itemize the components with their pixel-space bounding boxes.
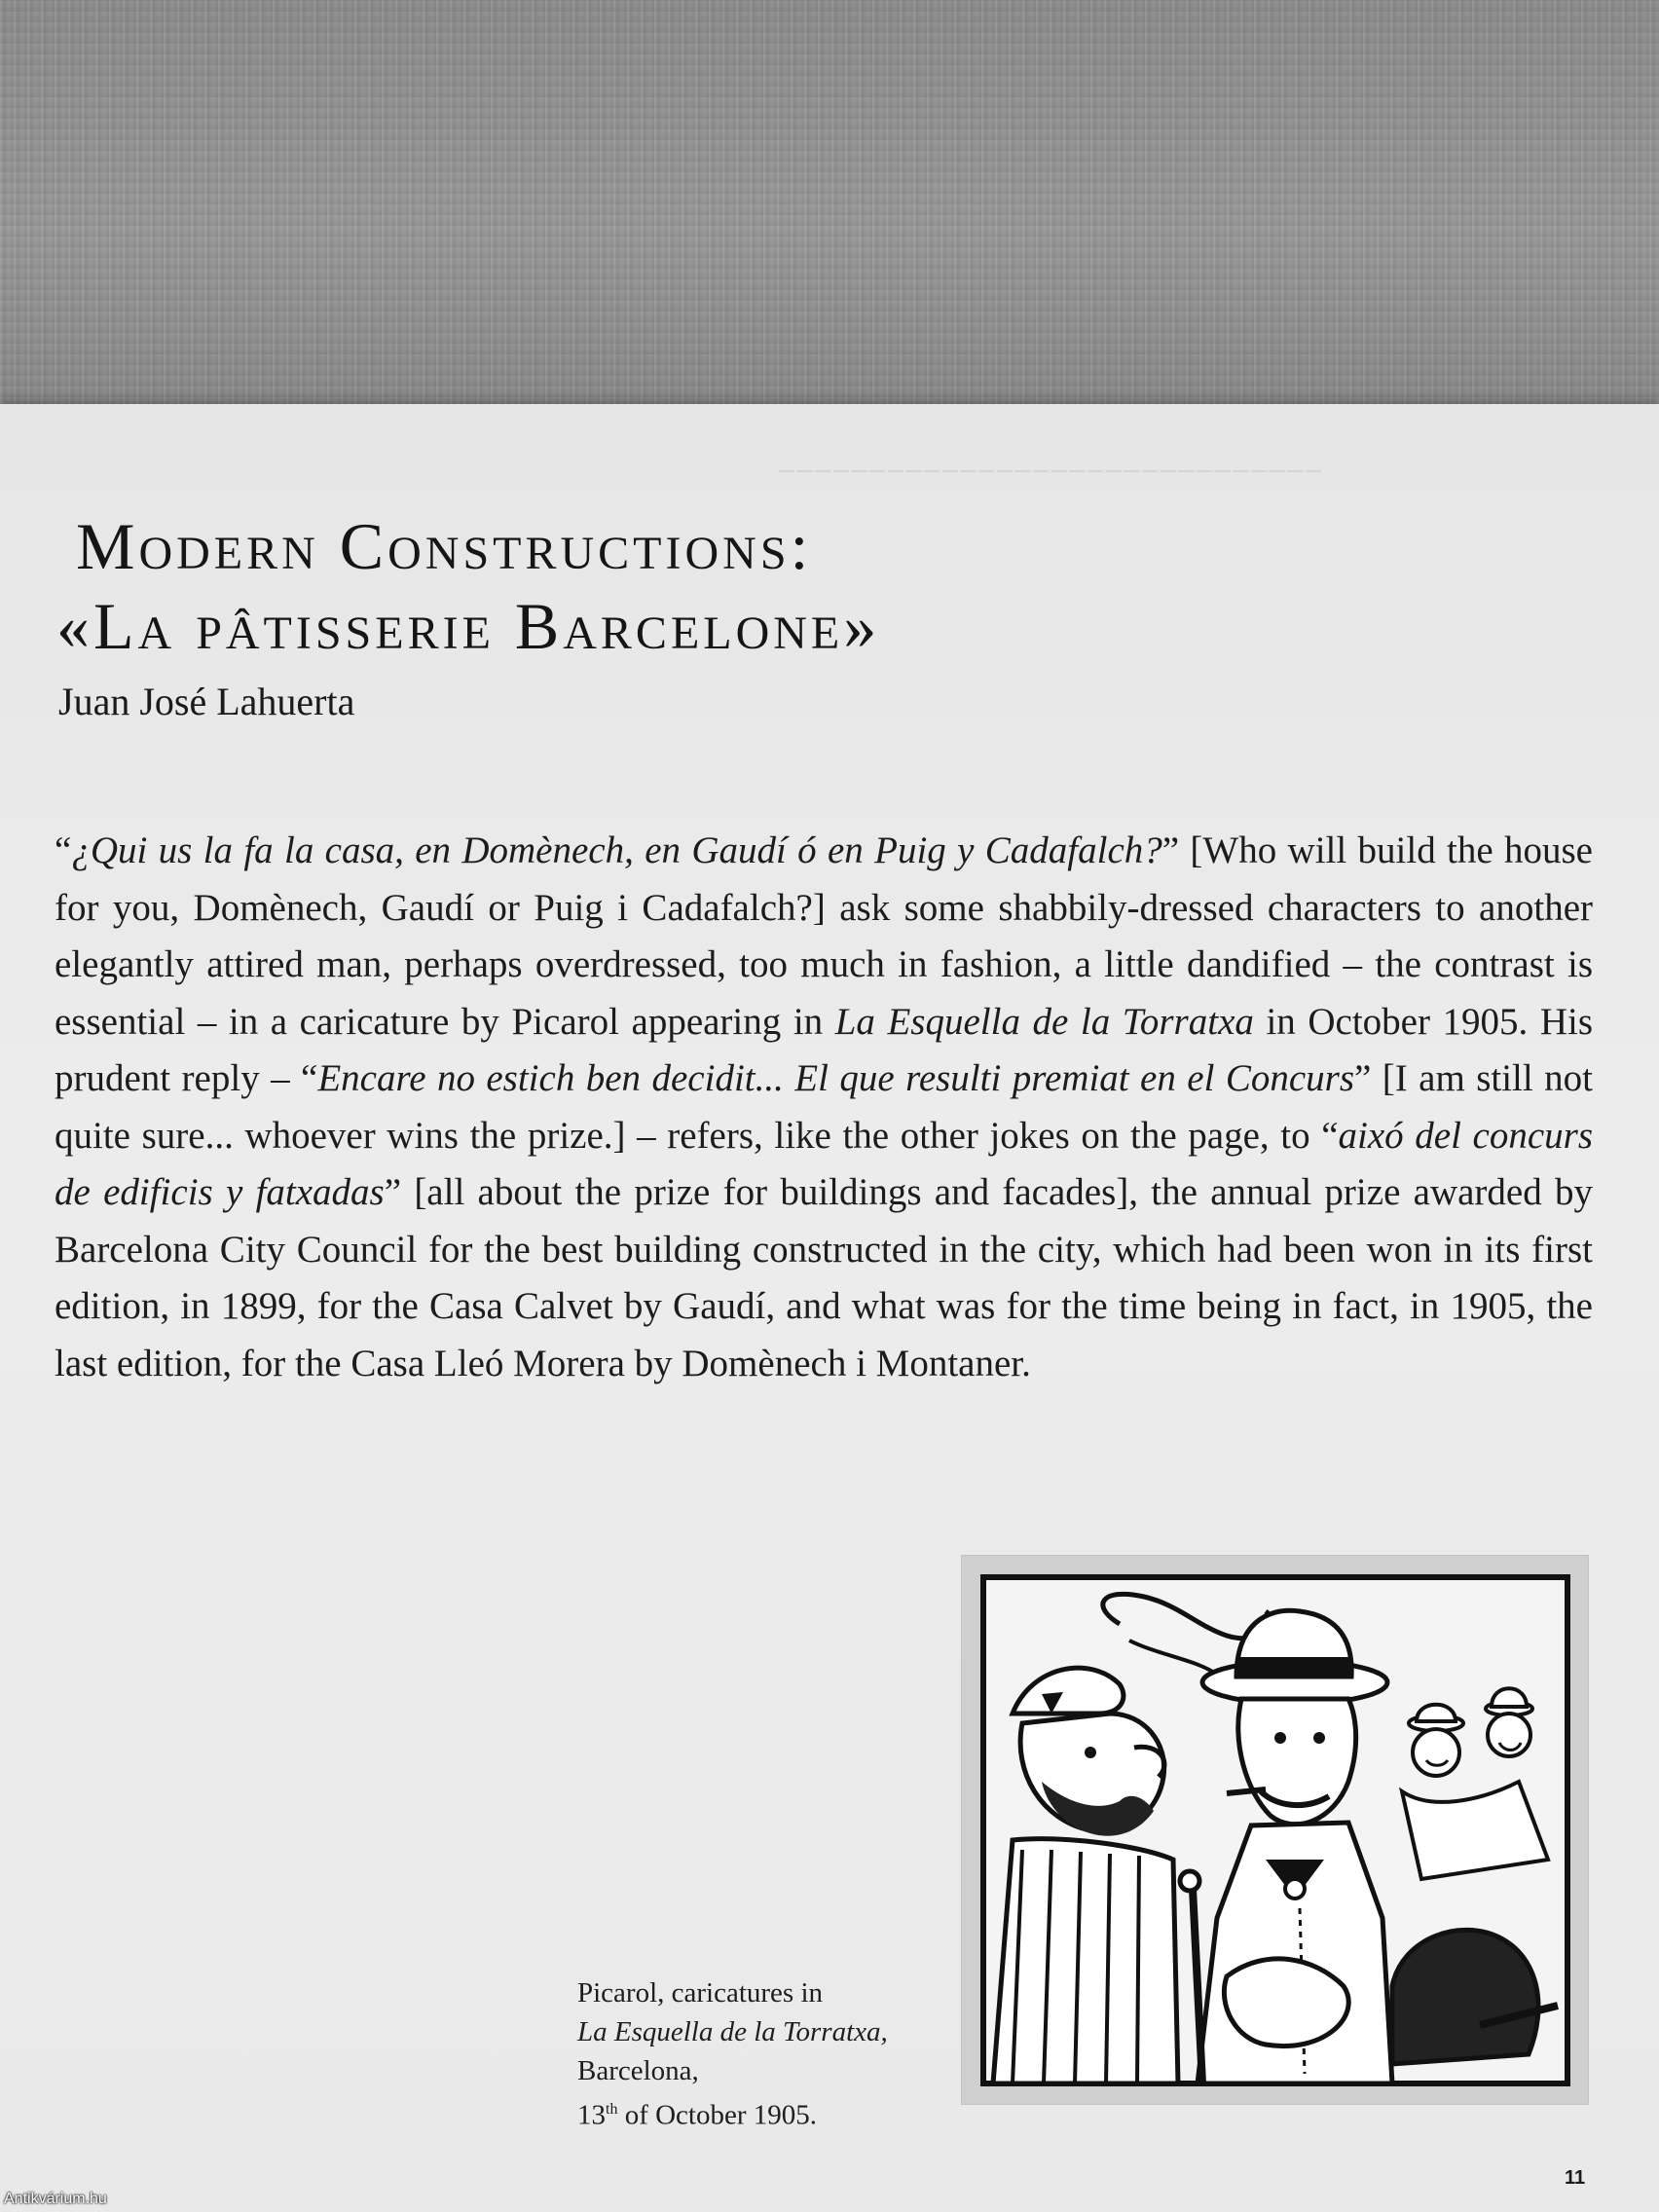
page-number: 11 — [1565, 2167, 1586, 2189]
title-line-1: Modern Constructions: — [76, 509, 813, 583]
body-text-4: ” [all about the prize for buildings and facades], the annual prize awarded by Barcelona City Council for the best building constructed in the city, which had been won in its first edition, in 1899, for the Casa Calvet by Gaudí, and what was for the time being in fact, in 1905, the last edition, for the Casa Lleó Morera by Domènech i Montaner. — [55, 1171, 1593, 1384]
author-name: Juan José Lahuerta — [58, 680, 355, 723]
catalan-question: ¿Qui us la fa la casa, en Domènech, en Gaudí ó en Puig y Cadafalch? — [71, 830, 1162, 871]
journal-title: La Esquella de la Torratxa — [834, 1000, 1254, 1043]
caption-line-1: Picarol, caricatures in — [577, 1977, 824, 2009]
article-title — [56, 506, 880, 666]
body-paragraph — [55, 823, 1593, 1392]
body-text-2: in October 1905. His prudent reply – “ — [55, 1000, 1593, 1099]
caricature-illustration — [974, 1567, 1576, 2092]
caption-date — [577, 2090, 947, 2135]
catalan-reply: Encare no estich ben decidit... El que resulti premiat en el Concurs — [317, 1057, 1355, 1099]
bleed-through-text: ────────────────────────────── — [779, 458, 1324, 485]
wooden-table-background — [0, 0, 1659, 419]
title-line-2: «La pâtisserie Barcelone» — [56, 589, 881, 663]
caption-journal: La Esquella de la Torratxa, — [577, 2016, 888, 2047]
body-text-3: ” [I am still not quite sure... whoever wins the prize.] – refers, like the other jokes on the page, to “ — [55, 1057, 1593, 1157]
figure-caption — [577, 1973, 947, 2135]
caption-ordinal: th — [606, 2101, 618, 2118]
quote-open: “ — [55, 830, 72, 871]
catalan-contest: aixó del concurs de edificis y fatxadas — [55, 1114, 1594, 1213]
caricature-figure — [961, 1555, 1589, 2105]
watermark: Antikvárium.hu — [4, 2191, 107, 2207]
caption-line-3: Barcelona, — [577, 2055, 699, 2086]
caption-date-rest: of October 1905. — [617, 2099, 818, 2131]
body-text-1: ” [Who will build the house for you, Domènech, Gaudí or Puig i Cadafalch?] ask some shabbily-dressed characters to another elegantly attired man, perhaps overdressed, too much in fashion, a little dandified – the contrast is essential – in a caricature by Picarol appearing in — [55, 830, 1593, 1043]
caption-day: 13 — [577, 2099, 606, 2131]
